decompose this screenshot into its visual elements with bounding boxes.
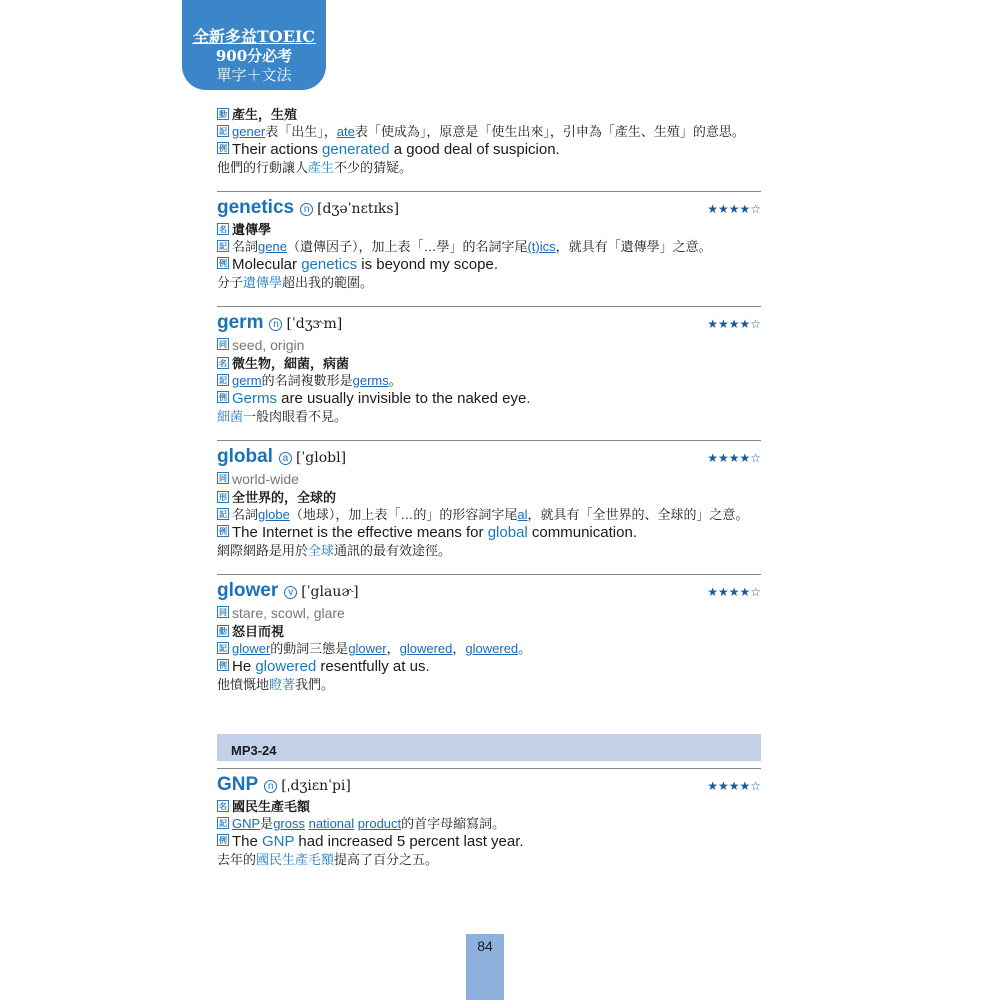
- example-icon: 例: [219, 144, 227, 153]
- part-of-speech-badge: a: [279, 452, 292, 465]
- example-sentence: The GNP had increased 5 percent last year.: [232, 833, 524, 850]
- entry-global: [217, 446, 761, 560]
- translation: 網際網路是用於全球通訊的最有效途徑。: [217, 543, 452, 558]
- page-number: 84: [466, 934, 504, 1000]
- definition: 產生，生殖: [232, 107, 298, 122]
- noun-icon: 名: [219, 359, 227, 368]
- synonym-icon: 同: [219, 340, 227, 349]
- synonym-icon: 同: [219, 474, 227, 483]
- example-sentence: Germs are usually invisible to the naked eye.: [232, 390, 531, 407]
- memo-text: gener表「出生」，ate表「使成為」，原意是「使生出來」，引申為「產生、生殖」的意思。: [232, 124, 745, 139]
- memo-icon: 記: [219, 819, 227, 828]
- example-icon: 例: [219, 836, 227, 845]
- title-divider: [192, 43, 316, 44]
- example-sentence: Molecular genetics is beyond my scope.: [232, 256, 498, 273]
- book-title-line2: 900分必考: [215, 47, 293, 65]
- rating-stars: ★★★★☆: [707, 451, 761, 465]
- pronunciation: [dʒəˈnɛtɪks]: [317, 201, 400, 217]
- headword: GNP: [217, 774, 259, 795]
- synonym-icon: 同: [219, 608, 227, 617]
- memo-text: 名詞gene（遺傳因子），加上表「…學」的名詞字尾(t)ics，就具有「遺傳學」之意。: [232, 239, 712, 254]
- pronunciation: [ˈdʒɝm]: [286, 316, 343, 332]
- verb-icon: 動: [219, 627, 227, 636]
- definition: 國民生產毛額: [232, 799, 311, 814]
- pronunciation: [ˌdʒiɛnˈpi]: [281, 778, 351, 794]
- rating-stars: ★★★★☆: [707, 317, 761, 331]
- definition: 微生物，細菌，病菌: [232, 356, 350, 371]
- part-of-speech-badge: n: [269, 318, 282, 331]
- definition: 怒目而視: [232, 624, 285, 639]
- rating-stars: ★★★★☆: [707, 202, 761, 216]
- example-sentence: Their actions generated a good deal of suspicion.: [232, 141, 560, 158]
- headword: genetics: [217, 197, 295, 218]
- verb-icon: 動: [219, 110, 227, 119]
- rating-stars: ★★★★☆: [707, 779, 761, 793]
- entry-gnp: [217, 774, 761, 869]
- noun-icon: 名: [219, 802, 227, 811]
- headword: germ: [217, 312, 264, 333]
- example-sentence: He glowered resentfully at us.: [232, 658, 430, 675]
- headword: glower: [217, 580, 279, 601]
- memo-icon: 記: [219, 242, 227, 251]
- divider: [217, 574, 761, 575]
- example-icon: 例: [219, 259, 227, 268]
- divider: [217, 306, 761, 307]
- divider: [217, 440, 761, 441]
- memo-icon: 記: [219, 127, 227, 136]
- translation: 分子遺傳學超出我的範圍。: [217, 275, 374, 290]
- memo-icon: 記: [219, 376, 227, 385]
- example-sentence: The Internet is the effective means for global communication.: [232, 524, 637, 541]
- divider: [217, 191, 761, 192]
- translation: 細菌一般肉眼看不見。: [217, 409, 348, 424]
- memo-icon: 記: [219, 644, 227, 653]
- example-icon: 例: [219, 661, 227, 670]
- example-icon: 例: [219, 393, 227, 402]
- synonyms: world-wide: [232, 471, 299, 487]
- translation: 他憤慨地瞪著我們。: [217, 677, 335, 692]
- divider: [217, 768, 761, 769]
- definition: 遺傳學: [232, 222, 272, 237]
- book-title-line3: 單字＋文法: [216, 67, 292, 84]
- part-of-speech-badge: v: [284, 586, 297, 599]
- rating-stars: ★★★★☆: [707, 585, 761, 599]
- part-of-speech-badge: n: [264, 780, 277, 793]
- book-title-tab: [182, 0, 326, 90]
- noun-icon: 名: [219, 225, 227, 234]
- pronunciation: [ˈglobl]: [295, 450, 347, 466]
- mp3-track-banner: MP3-24: [217, 734, 761, 761]
- memo-text: 名詞globe（地球），加上表「…的」的形容詞字尾al，就具有「全世界的、全球的」之意。: [232, 507, 749, 522]
- entry-glower: [217, 580, 761, 694]
- entry-generate: [217, 106, 761, 177]
- translation: 去年的國民生產毛額提高了百分之五。: [217, 852, 439, 867]
- memo-text: germ的名詞複數形是germs。: [232, 373, 402, 388]
- vocabulary-content: [217, 106, 761, 873]
- definition: 全世界的，全球的: [232, 490, 337, 505]
- headword: global: [217, 446, 273, 467]
- part-of-speech-badge: n: [300, 203, 313, 216]
- entry-genetics: [217, 197, 761, 292]
- memo-text: GNP是gross national product的首字母縮寫詞。: [232, 816, 506, 831]
- translation: 他們的行動讓人產生不少的猜疑。: [217, 160, 413, 175]
- entry-germ: [217, 312, 761, 426]
- memo-text: glower的動詞三態是glower，glowered，glowered。: [232, 641, 532, 656]
- memo-icon: 記: [219, 510, 227, 519]
- book-title-line1: 全新多益TOEIC: [192, 27, 316, 46]
- example-icon: 例: [219, 527, 227, 536]
- pronunciation: [ˈglauɚ]: [301, 584, 359, 600]
- synonyms: stare, scowl, glare: [232, 605, 345, 621]
- synonyms: seed, origin: [232, 337, 305, 353]
- adjective-icon: 形: [219, 493, 227, 502]
